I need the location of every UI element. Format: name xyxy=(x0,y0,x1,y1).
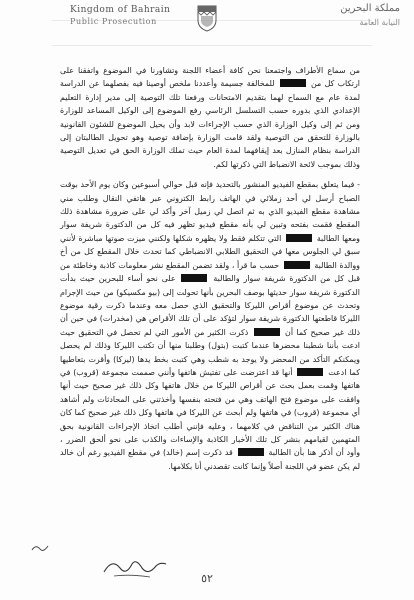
body-paragraph xyxy=(60,64,360,171)
letterhead-english-country: Kingdom of Bahrain xyxy=(70,5,171,15)
paragraph-text: للمخالفة جسيمة وأعددنا ملخص أوصينا فيه بفصلهما عن الدراسة لمدة عام مع السماح لهما بتقديم الامتحانات ورفعنا تلك التوصية إلى مدير إدارة التعليم الإعدادي الذي بدوره حسب التسلسل الرئاسي رفع الموضوع إلى الوكيل المساعد للوزارة ومن ثم إلى وكيل الوزارة الذي حسب الإجراءات لابد وأن يحيل الموضوع للشئون القانونية بالوزارة للتحقق من التوصية ولقد قامت الوزارة بإضافة توصية وهو تحويل الطالبتان إلى الدراسة بنظام المنازل بعد إيقافهما لمدة العام حيث تملك الوزارة الحق في تعديل التوصية وذلك بموجب لائحة الانضباط التي ذكرتها لكم. xyxy=(60,79,360,169)
letterhead-english-office: Public Prosecution xyxy=(70,17,157,26)
paragraph-text: على نحو أساء للبحرين حيث بدأت الدكتورة شريفة سوار حديثها بوصف البحرين بأنها تحولت إلى (بيو مكسيكو) من حيث الإجرام وتحدث عن موضوع أقراص الليركا والتحقيق الذي حصل معه وعندما ذكرت رقية موضوع الليركا قاطعتها الدكتورة شريفة سوار لتؤكد على أن تلك الأقراص هي (مخدرات) في حين أن ذلك غير صحيح كما أن xyxy=(60,274,360,337)
redaction-bar xyxy=(297,368,323,376)
letterhead xyxy=(0,0,414,62)
letterhead-arabic xyxy=(270,2,400,30)
redaction-bar xyxy=(286,234,312,242)
body-paragraph xyxy=(60,178,360,473)
margin-mark xyxy=(30,540,50,556)
paragraph-text: أنها قد اعترضت على تفتيش هاتفها وأنني صممت مجموعة (قروب) في هاتفها وقمت بعمل بحث عن أقراص الليركا من خلال هاتفها وكل ذلك غير صحيح حيث أنها وافقت على موضوع فتح الهاتف وهي من فتحته بنفسها وأخذتني على المحادثات ولم أشاهد أي مجموعة (قروب) في هاتفها ولم أبحث عن الليركا في هاتفها وكل ذلك غير صحيح كما كان هناك الكثير من التناقض في كلامهما ، وعليه فإنني أطلب اتخاذ الإجراءات القانونية بحق المتهمين لقيامهم بنشر كل تلك الأخبار الكاذبة والإساءات والكذب على نحو ألحق الضرر ، وأود أن أذكر هنا بأن الطالبة xyxy=(60,367,361,458)
paragraph-text: - فيما يتعلق بمقطع الفيديو المنشور بالتحديد فإنه قبل حوالي أسبوعين وكان يوم الأحد بوقت الصباح أرسل لي أحد زملائي في الهاتف رابط الكتروني عبر هاتفي النقال وطلب مني مشاهدة مقطع الفيديو الذي به ثم اتصل لي زميل آخر وأكد لي على ضرورة مشاهدة ذلك المقطع فقمت بفتحه وتبين لي بأنه مقطع فيديو تظهر فيه كل من الدكتورة شريفة سوار ومعها الطالبة xyxy=(60,180,360,243)
bahrain-emblem-icon xyxy=(196,4,218,32)
redaction-bar xyxy=(280,79,306,87)
redaction-bar xyxy=(254,328,280,336)
paragraph-text: التي تتكلم فقط ولا يظهره شكلها ولكنني ميزت صوتها مباشرة لأنني سبق لي الجلوس معها في التحقيق الطلابي الانضباطي كما تحدث خلال المقطع كل من أخ ووالدة الطالبة xyxy=(60,233,360,270)
redaction-bar xyxy=(284,261,310,269)
paragraph-text: ذكرت الكثير من الأمور التي لم تحصل في التحقيق حيث ادعت بأننا شطبنا محضرها عندما كتبت (بتول) وطلبنا منها أن تكتب الليركا وذلك لم يحصل ويمكنكم التأكد من المحضر ولا يوجد به شطب وهي كتبت بخط يدها (ليركا) وأقرت بتعاطيها كما ادعت xyxy=(60,327,360,377)
page-number: ٥٢ xyxy=(201,572,213,585)
paragraph-text: قد ذكرت إسم (خالد) في مقطع الفيديو رغم أن خالد لم يكن عضو في اللجنة أصلاً وإنما كانت تقصدني أنا بكلامها. xyxy=(60,448,360,471)
letterhead-arabic-office: النيابة العامة xyxy=(359,18,400,27)
redaction-bar xyxy=(181,274,207,282)
redaction-bar xyxy=(238,448,264,456)
document-body xyxy=(60,64,360,480)
paragraph-text: حسب ما قرأ ، ولقد تضمن المقطع نشر معلومات كاذبة وخاطئة من قبل كل من الدكتورة شريفة سوار والطالبة xyxy=(60,260,361,284)
paragraph-text: من سماع الأطراف واجتمعنا نحن كافة أعضاء اللجنة وتشاورنا في الموضوع واتفقنا على ارتكاب كل من xyxy=(60,66,360,89)
letterhead-arabic-country: مملكة البحرين xyxy=(340,3,400,14)
